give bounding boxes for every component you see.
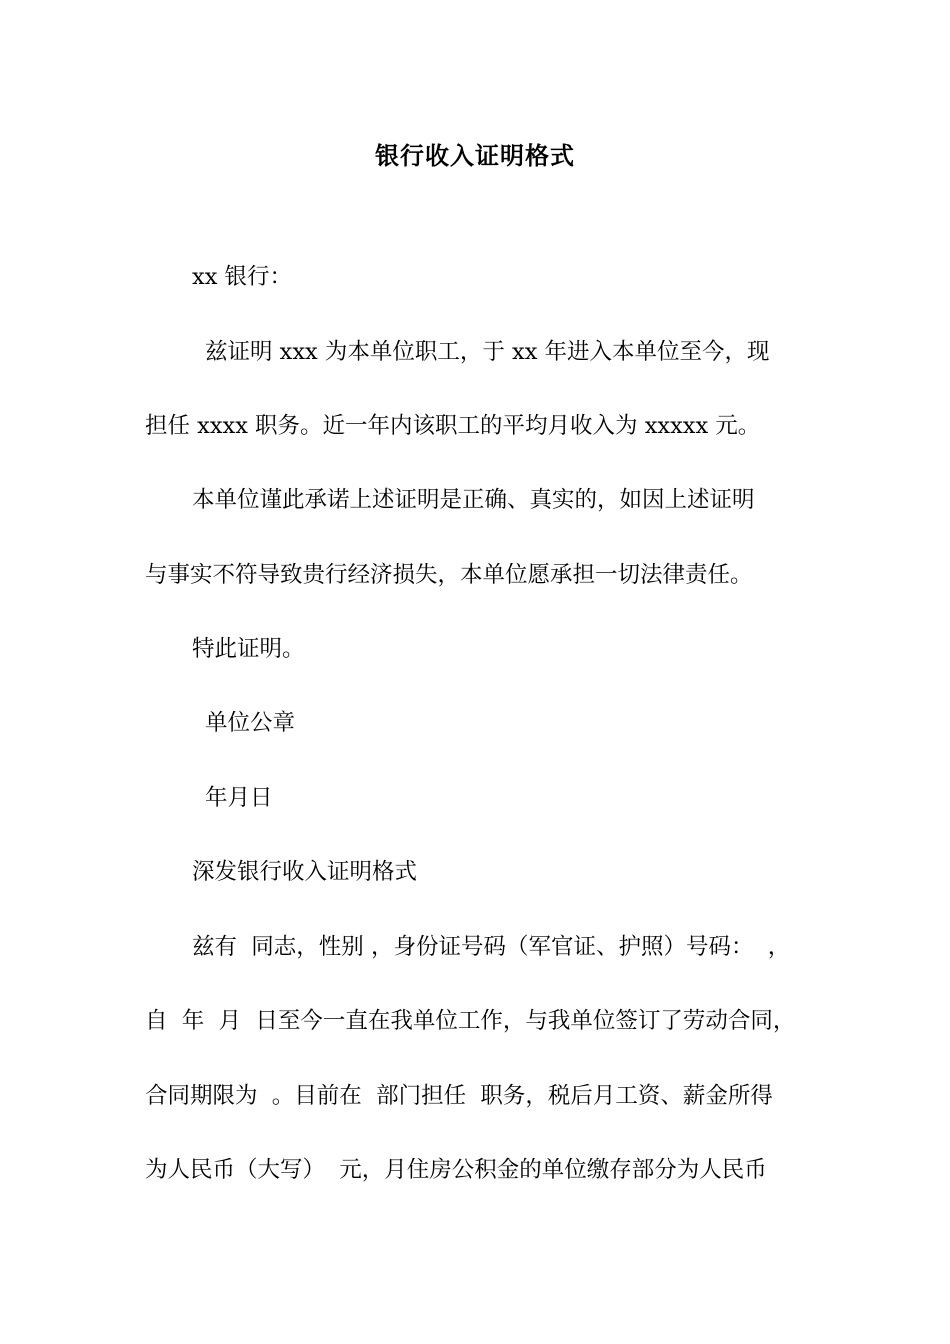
body-line: 为人民币（大写） 元，月住房公积金的单位缴存部分为人民币 [145,1157,767,1183]
body-line: 与事实不符导致贵行经济损失，本单位愿承担一切法律责任。 [145,562,753,588]
body-line: 担任 xxxx 职务。近一年内该职工的平均月收入为 xxxxx 元。 [145,413,761,439]
seal-line: 单位公章 [205,710,296,736]
body-line: 本单位谨此承诺上述证明是正确、真实的，如因上述证明 [192,487,755,513]
salutation-line: xx 银行： [192,264,293,290]
body-line: 自 年 月 日至今一直在我单位工作，与我单位签订了劳动合同， [145,1008,796,1034]
body-line: 合同期限为 。目前在 部门担任 职务，税后月工资、薪金所得 [145,1083,773,1109]
body-line: 兹证明 xxx 为本单位职工，于 xx 年进入本单位至今，现 [205,339,770,365]
body-line: 兹有 同志，性别 ，身份证号码（军官证、护照）号码： ， [192,934,791,960]
document-title: 银行收入证明格式 [375,141,575,170]
date-line: 年月日 [205,785,273,811]
section-heading: 深发银行收入证明格式 [192,859,418,885]
closing-line: 特此证明。 [192,636,305,662]
